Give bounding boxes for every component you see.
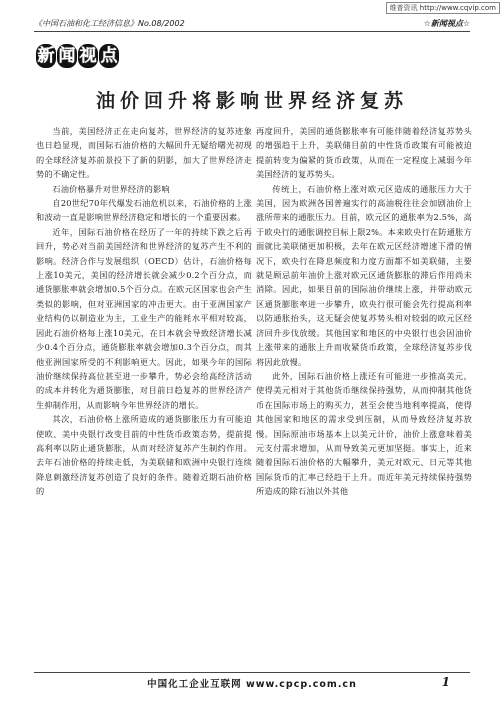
section-badge-char: 视: [79, 46, 97, 66]
footer-source: 中国化工企业互联网 www.cpcp.com.cn: [147, 679, 357, 690]
paragraph: 近年，国际石油价格在经历了一年的持续下跌之后再回升，势必对当前美国经济和世界经济的复苏产生不利的影响。经济合作与发展组织（OECD）估计，石油价格每上涨10美元，美国的经济增长就会减少0.2个百分点，而通货膨胀率就会增加0.5个百分点。在欧元区国家也会产生类似的影响，但对亚洲国家的冲击更大。由于亚洲国家产业结构仍以制造业为主，工业生产的能耗水平相对较高，因此石油价格每上涨10美元，在日本就会导致经济增长减少0.4个百分点，通货膨胀率就会增加0.3个百分点，而其他亚洲国家所受的不利影响更大。因此，如果今年的国际油价继续保持高位甚至进一步攀升，势必会给高经济活动的成本并转化为通货膨胀，对目前日趋复苏的世界经济产生抑制作用，从而影响今年世界经济的增长。: [36, 226, 252, 410]
section-badge: [36, 44, 119, 68]
paragraph: 再度回升，美国的通货膨胀率有可能伴随着经济复苏势头的增强趋于上升，美联储目前的中性货币政策有可能被迫提前转变为偏紧的货币政策，从而在一定程度上减弱今年美国经济的复苏势头。: [256, 126, 472, 180]
section-badge-char: 点: [100, 46, 118, 66]
paragraph: 此外，国际石油价格上涨还有可能进一步推高美元，使得美元相对于其他货币继续保持强势，从而抑制其他货币在国际市场上的购买力，甚至会使当地利率提高，使得其他国家和地区的需求受到压制，从而导致经济复苏放慢。国际原油市场基本上以美元计价，油价上涨意味着美元支付需求增加，从而导致美元更加坚挺。事实上，近来随着国际石油价格的大幅攀升，美元对欧元、日元等其他国际货币的汇率已经趋于上升。而近年美元持续保持强势所造成的除石油以外其他: [256, 370, 472, 497]
subheading: 石油价格暴升对世界经济的影响: [52, 183, 170, 194]
watermark: 维普资讯 http://www.cqvip.com: [386, 2, 500, 14]
paragraph: 传统上，石油价格上涨对欧元区造成的通胀压力大于美国，因为欧洲各国普遍实行的高油税往往会加剧油价上涨所带来的通胀压力。目前，欧元区的通胀率为2.5%，高于欧央行的通胀调控目标上限2%。本来欧央行在防通胀方面就比美联储更加积极，去年在欧元区经济增速下滑的情况下，欧央行在降息频度和力度方面都不如美联储，主要就是顾忌前年油价上涨对欧元区通货膨胀的滞后作用尚未消除。因此，如果目前的国际油价继续上涨，并带动欧元区通货膨胀率进一步攀升，欧央行很可能会先行提高利率以防通胀抬头，这无疑会使复苏势头相对较弱的欧元区经济回升步伐放缓。其他国家和地区的中央银行也会因油价上涨带来的通胀上升而收紧货币政策，全球经济复苏步伐将因此放慢。: [256, 183, 472, 367]
page-number: 1: [441, 675, 450, 689]
page-footer: [34, 672, 470, 692]
paragraph: 自20世纪70年代爆发石油危机以来，石油价格的上涨和波动一直是影响世界经济稳定和增长的一个重要因素。: [36, 198, 252, 223]
article-title: 油价回升将影响世界经济复苏: [95, 90, 408, 112]
paragraph: 当前，美国经济正在走向复苏，世界经济的复苏迹象也日趋显现，而国际石油价格的大幅回升无疑给曙光初现的全球经济复苏前景投下了新的阴影，加大了世界经济走势的不确定性。: [36, 126, 252, 180]
paragraph: 其次，石油价格上涨所造成的通货膨胀压力有可能迫使欧、美中央银行改变目前的中性货币政策态势，提前提高利率以防止通货膨胀，从而对经济复苏产生制约作用。去年石油价格的持续走低，为美联储和欧洲中央银行连续降息刺激经济复苏创造了良好的条件。随着近期石油价格的: [36, 414, 252, 497]
right-column: [256, 124, 472, 499]
section-badge-char: 新: [37, 46, 55, 66]
column-name: ☆新闻视点☆: [423, 19, 470, 28]
left-column: [36, 124, 252, 499]
page-header: [34, 18, 470, 32]
section-badge-char: 闻: [58, 46, 76, 66]
journal-name: 《中国石油和化工经济信息》No.08/2002: [34, 19, 185, 28]
